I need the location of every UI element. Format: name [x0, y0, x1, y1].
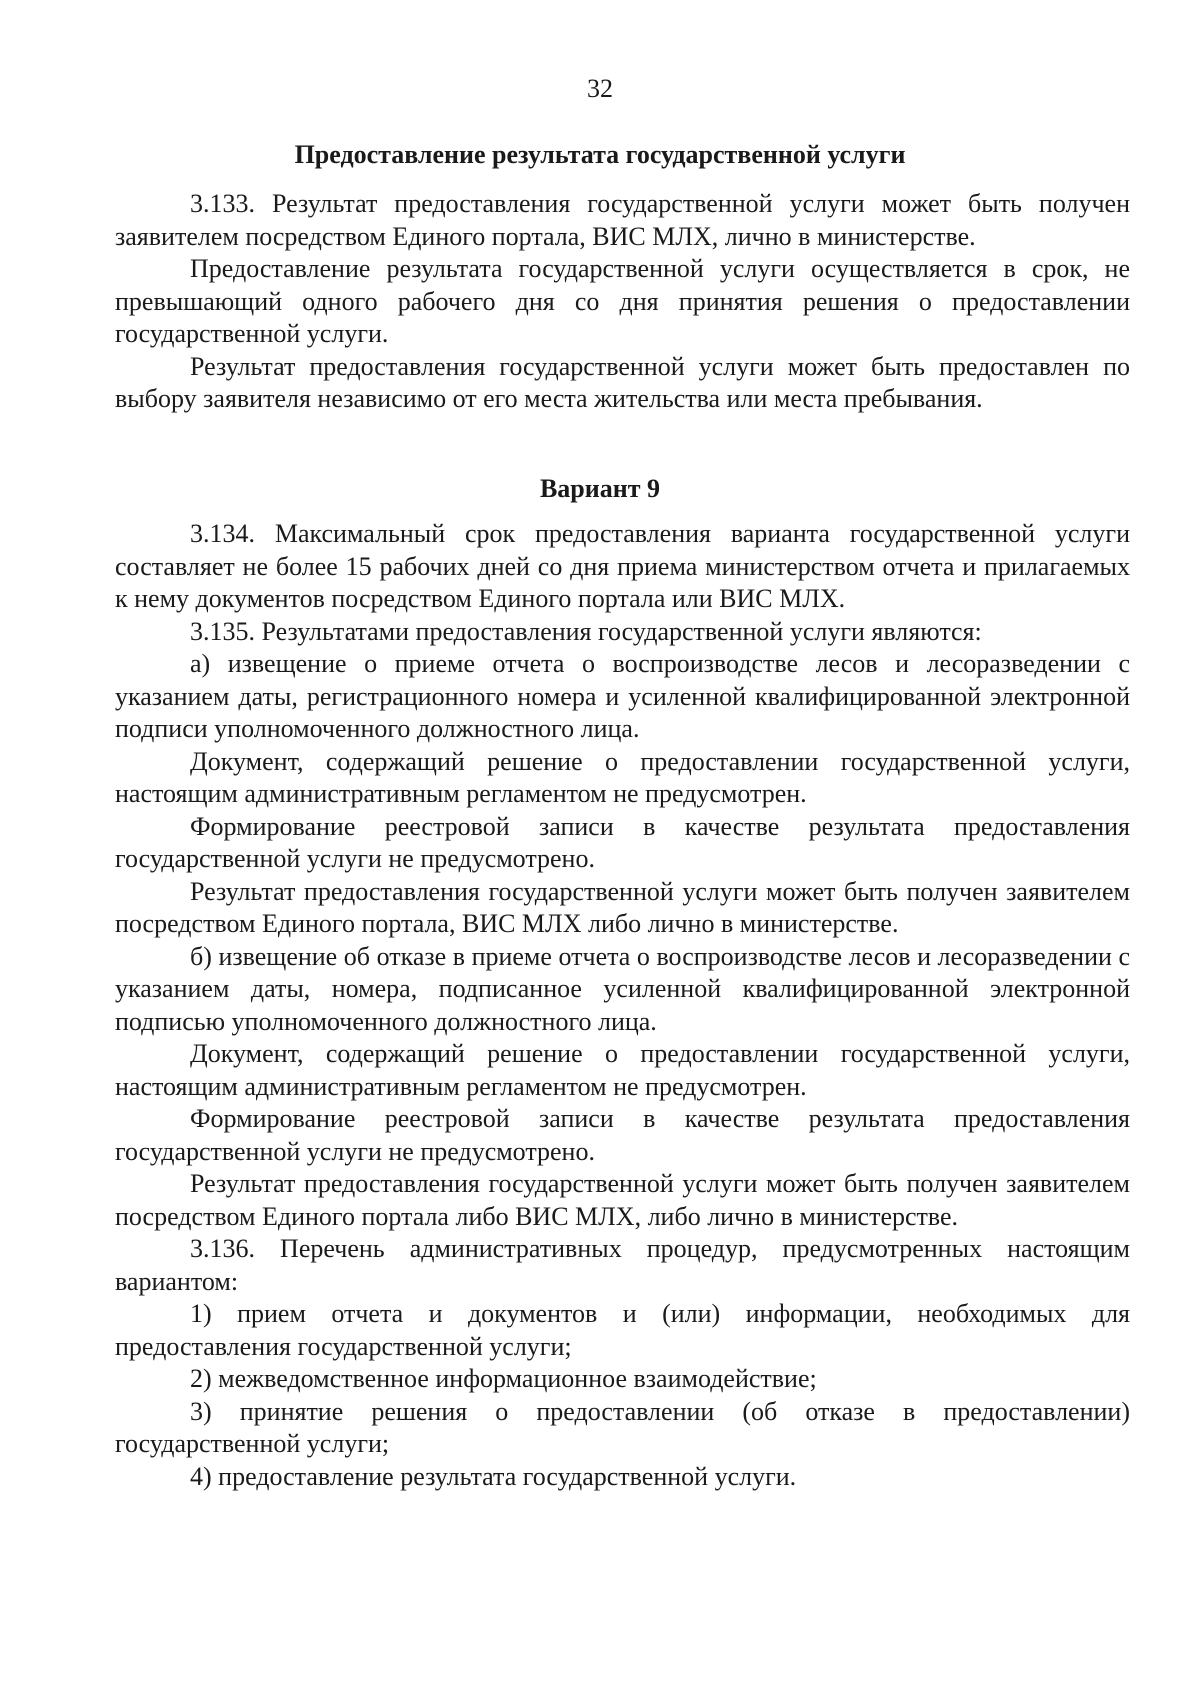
paragraph-registry-b: Формирование реестровой записи в качестве результата предоставления государственной услуги не предусмотрено. [115, 1104, 1130, 1166]
page-number: 32 [587, 74, 613, 103]
list-item-2: 2) межведомственное информационное взаимодействие; [190, 1364, 817, 1393]
paragraph-3-133: 3.133. Результат предоставления государственной услуги может быть получен заявителем посредством Единого портала, ВИС МЛХ, лично в министерстве. [115, 189, 1130, 251]
list-item-3: 3) принятие решения о предоставлении (об отказе в предоставлении) государственной услуги; [115, 1396, 1130, 1458]
paragraph-result-choice: Результат предоставления государственной услуги может быть предоставлен по выбору заявителя независимо от его места жительства или места пребывания. [115, 351, 1130, 413]
section-variant-9-body [115, 518, 1130, 1493]
paragraph-registry-a: Формирование реестровой записи в качестве результата предоставления государственной услуги не предусмотрено. [115, 811, 1130, 873]
paragraph-document-a: Документ, содержащий решение о предоставлении государственной услуги, настоящим административным регламентом не предусмотрен. [115, 746, 1130, 808]
paragraph-item-a: а) извещение о приеме отчета о воспроизводстве лесов и лесоразведении с указанием даты, регистрационного номера и усиленной квалифицированной электронной подписи уполномоченного должностного лица. [115, 649, 1130, 743]
paragraph-receipt-b: Результат предоставления государственной услуги может быть получен заявителем посредством Единого портала либо ВИС МЛХ, либо лично в министерстве. [115, 1169, 1130, 1231]
list-item-1: 1) прием отчета и документов и (или) информации, необходимых для предоставления государственной услуги; [115, 1299, 1130, 1361]
paragraph-receipt-a: Результат предоставления государственной услуги может быть получен заявителем посредством Единого портала, ВИС МЛХ либо лично в министерстве. [115, 876, 1130, 938]
paragraph-result-term: Предоставление результата государственной услуги осуществляется в срок, не превышающий одного рабочего дня со дня принятия решения о предоставлении государственной услуги. [115, 254, 1130, 348]
paragraph-document-b: Документ, содержащий решение о предоставлении государственной услуги, настоящим административным регламентом не предусмотрен. [115, 1039, 1130, 1101]
paragraph-3-135: 3.135. Результатами предоставления государственной услуги являются: [190, 616, 982, 646]
paragraph-3-134: 3.134. Максимальный срок предоставления варианта государственной услуги составляет не более 15 рабочих дней со дня приема министерством отчета и прилагаемых к нему документов посредством Единого портала или ВИС МЛХ. [115, 519, 1130, 613]
paragraph-item-b: б) извещение об отказе в приеме отчета о воспроизводстве лесов и лесоразведении с указанием даты, номера, подписанное усиленной квалифицированной электронной подписью уполномоченного должностного лица. [115, 941, 1130, 1036]
section-heading-result: Предоставление результата государственной услуги [294, 140, 906, 169]
section-heading-variant-9: Вариант 9 [539, 474, 661, 503]
paragraph-3-136: 3.136. Перечень административных процедур, предусмотренных настоящим вариантом: [115, 1234, 1130, 1296]
list-item-4: 4) предоставление результата государственной услуги. [190, 1461, 797, 1491]
section-result-body [115, 188, 1130, 416]
